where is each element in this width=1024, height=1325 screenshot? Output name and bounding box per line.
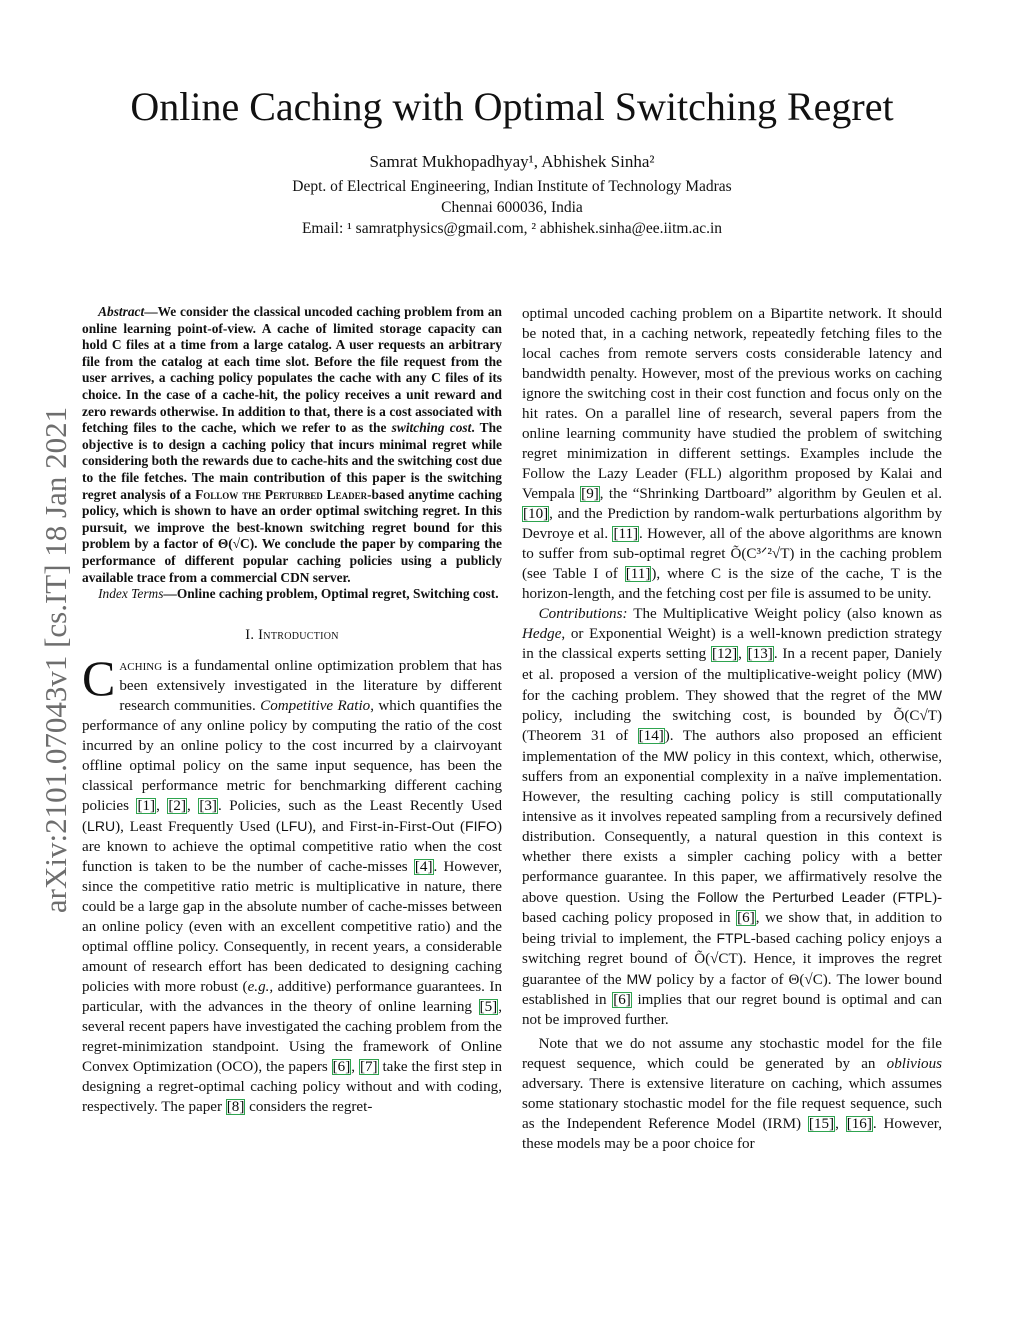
intro-text: , several recent papers have investigated the caching problem from the regret-minimization standpoint. Using the framework of Online Convex Optimization (OCO), the papers: [82, 998, 502, 1075]
abstract-switching-cost: switching cost: [391, 420, 472, 436]
body-text: policy by a factor of Θ(√C). The lower bound established in: [522, 972, 943, 1008]
body-text: )-based caching policy proposed in: [522, 890, 942, 926]
citation-link[interactable]: [9]: [581, 486, 599, 502]
intro-text: ,: [187, 797, 199, 814]
abstract: [82, 304, 502, 586]
abstract-text-2: . The objective is to design a caching policy that incurs minimal regret while considering both the rewards due to cache-hits and the switching cost due to the file fetches. The main contribution of this paper is the switching regret analysis of a: [82, 420, 502, 502]
paper-title: Online Caching with Optimal Switching Regret: [130, 84, 894, 129]
body-text: ,: [738, 646, 747, 662]
author-address: Chennai 600036, India: [441, 199, 583, 216]
citation-link[interactable]: [6]: [332, 1058, 351, 1075]
intro-text: ), and First-in-First-Out (: [307, 818, 465, 835]
index-terms-label: Index Terms: [98, 586, 164, 602]
citation-link[interactable]: [12]: [711, 646, 738, 662]
abstract-label: Abstract: [98, 304, 145, 319]
body-text: (: [885, 890, 898, 906]
body-text: . In a recent paper, Daniely et al. proposed a version of the multiplicative-weight policy (: [522, 646, 943, 683]
citation-link[interactable]: [16]: [846, 1116, 872, 1132]
author-emails: Email: ¹ samratphysics@gmail.com, ² abhishek.sinha@ee.iitm.ac.in: [301, 220, 723, 237]
citation-link[interactable]: [15]: [808, 1116, 835, 1132]
citation-link[interactable]: [14]: [638, 728, 664, 744]
body-text: ), where C is the size of the cache, T is the horizon-length, and the fetching cost per file is assumed to be unity.: [522, 566, 942, 602]
intro-text: is a fundamental online optimization problem that has been extensively investigated in the literature by different research communities.: [119, 657, 502, 714]
body-text: . However, all of the above algorithms are known to suffer from sub-optimal regret Õ(C³ᐟ²√T) in the caching problem (see Table I of: [522, 526, 942, 582]
body-text: , we show that, in addition to being trivial to implement, the: [522, 910, 942, 947]
policy-lru: LRU: [87, 817, 116, 834]
hedge-term: Hedge: [522, 626, 562, 642]
body-text: policy, including the switching cost, is bounded by Õ(C√T) (Theorem 31 of: [522, 708, 942, 744]
drop-cap: C: [82, 649, 116, 706]
citation-link[interactable]: [6]: [613, 992, 631, 1008]
intro-text: . However, since the competitive ratio metric is multiplicative in nature, there could be a large gap in the absolute number of cache-misses between an online policy (even with an excellent competitive ratio) and the optimal offline policy. Consequently, in recent years, a considerable amount of research effort has been dedicated to designing caching policies with more robust (: [82, 858, 502, 995]
body-text: , the “Shrinking Dartboard” algorithm by Geulen et al.: [599, 486, 942, 502]
intro-text: , which quantifies the performance of any online policy by computing the ratio of the cost incurred by an online policy to the cost incurred by a clairvoyant offline optimal policy on the same input sequence, has been the classical performance metric for benchmarking different caching policies: [82, 697, 502, 814]
body-text: . However, these models may be a poor choice for: [522, 1116, 942, 1152]
contributions-label: Contributions:: [538, 606, 628, 622]
policy-lfu: LFU: [280, 817, 308, 834]
policy-ftpl: FTPL: [897, 889, 932, 905]
abstract-ftpl: Follow the Perturbed Leader: [195, 486, 368, 502]
citation-link[interactable]: [1]: [137, 797, 156, 814]
section-heading-introduction: I. Introduction: [245, 626, 339, 643]
left-column: [82, 304, 502, 1117]
index-terms: [82, 586, 502, 603]
stochastic-model-paragraph: [522, 1034, 942, 1154]
intro-text: ,: [156, 797, 168, 814]
arxiv-side-stamp: arXiv:2101.07043v1 [cs.IT] 18 Jan 2021: [38, 406, 73, 914]
body-text: adversary. There is extensive literature on caching, which assumes some stationary stochastic model for the file request sequence, such as the Independent Reference Model (IRM): [522, 1076, 942, 1132]
citation-link[interactable]: [5]: [479, 998, 498, 1015]
body-text: -based caching policy enjoys a switching regret bound of Õ(√CT). Hence, it improves the regret guarantee of the: [522, 931, 942, 988]
body-text: optimal uncoded caching problem on a Bipartite network. It should be noted that, in a caching network, repeatedly fetching files to the local caches from remote servers costs considerable latency and bandwidth penalty. However, most of the previous works on caching ignore the switching cost in their cost function and focus only on the hit rates. On a parallel line of research, several papers from the online learning community have studied the problem of switching regret minimization in different settings. Examples include the Follow the Lazy Leader (FLL) algorithm proposed by Kalai and Vempala: [522, 306, 942, 502]
policy-fifo: FIFO: [465, 817, 497, 834]
intro-text: ), Least Frequently Used (: [115, 818, 281, 835]
intro-eg: e.g.,: [247, 978, 274, 995]
abstract-text-1: —We consider the classical uncoded caching problem from an online learning point-of-view. A cache of limited storage capacity can hold C files at a time from a large catalog. A user requests an arbitrary file from the catalog at each time slot. Before the file request from the user arrives, a caching policy populates the cache with any C files of its choice. In the case of a cache-hit, the policy receives a unit reward and zero rewards otherwise. In addition to that, there is a cost associated with fetching files to the cache, which we refer to as the: [82, 304, 502, 436]
contributions-paragraph: [522, 604, 942, 1030]
policy-ftpl-long: Follow the Perturbed Leader: [697, 889, 886, 905]
body-text: Note that we do not assume any stochastic model for the file request sequence, which could be generated by an: [522, 1036, 942, 1072]
body-text: , or Exponential Weight) is a well-known prediction strategy in the classical experts setting: [522, 626, 942, 662]
citation-link[interactable]: [11]: [613, 526, 639, 542]
intro-competitive-ratio: Competitive Ratio: [260, 697, 371, 714]
intro-text: ,: [351, 1058, 359, 1075]
policy-mw: MW: [626, 971, 652, 987]
citation-link[interactable]: [7]: [359, 1058, 378, 1075]
citation-link[interactable]: [3]: [199, 797, 217, 814]
intro-paragraph: [82, 649, 503, 1117]
policy-ftpl: FTPL: [716, 930, 751, 946]
right-column: [522, 304, 942, 1154]
body-text: policy in this context, which, otherwise, suffers from an exponential complexity in a naïve implementation. However, the resulting caching policy is still computationally intensive as it involves repeated sampling from a recursively defined distribution. Consequently, a natural question in this context is whether there exists a simpler caching policy with a better performance guarantee. In this paper, we affirmatively resolve the above question. Using the: [522, 749, 942, 906]
intro-text: ) are known to achieve the optimal competitive ratio when the cost function is taken to be the number of cache-misses: [82, 818, 502, 875]
policy-mw: MW: [663, 748, 689, 764]
intro-cap-rest: aching: [119, 657, 163, 674]
intro-text: additive) performance guarantees. In particular, with the advances in the theory of online learning: [82, 978, 502, 1015]
body-text: , and the Prediction by random-walk perturbations algorithm by Devroye et al.: [522, 506, 942, 542]
abstract-text-3: -based anytime caching policy, which is shown to have an order optimal switching regret. In this pursuit, we improve the best-known switching regret bound for this problem by a factor of Θ(√C). We conclude the paper by comparing the performance of different popular caching policies using a publicly available trace from a commercial CDN server.: [82, 486, 502, 585]
citation-link[interactable]: [8]: [226, 1098, 245, 1115]
body-text: ). The authors also proposed an efficient implementation of the: [522, 728, 942, 765]
citation-link[interactable]: [6]: [737, 910, 755, 926]
oblivious-term: oblivious: [886, 1056, 942, 1072]
body-text: The Multiplicative Weight policy (also known as: [627, 606, 942, 622]
body-text: ) for the caching problem. They showed that the regret of the: [522, 667, 942, 704]
policy-mw: MW: [912, 666, 937, 682]
citation-link[interactable]: [11]: [625, 566, 651, 582]
body-text: ,: [835, 1116, 846, 1132]
citation-link[interactable]: [2]: [168, 797, 187, 814]
citation-link[interactable]: [4]: [414, 858, 433, 875]
author-affiliation: Dept. of Electrical Engineering, Indian Institute of Technology Madras: [292, 178, 732, 195]
intro-text: take the first step in designing a regret-optimal caching policy without and with coding, respectively. The paper: [82, 1058, 502, 1115]
paper-authors: Samrat Mukhopadhyay¹, Abhishek Sinha²: [369, 152, 655, 171]
citation-link[interactable]: [10]: [523, 506, 549, 522]
intro-paragraph-continued: [522, 304, 942, 604]
body-text: implies that our regret bound is optimal and can not be improved further.: [522, 992, 942, 1028]
intro-text: . Policies, such as the Least Recently Used (: [82, 797, 503, 835]
policy-mw: MW: [917, 687, 942, 703]
intro-text: considers the regret-: [245, 1098, 373, 1115]
index-terms-text: —Online caching problem, Optimal regret, Switching cost.: [163, 586, 499, 602]
citation-link[interactable]: [13]: [747, 646, 773, 662]
